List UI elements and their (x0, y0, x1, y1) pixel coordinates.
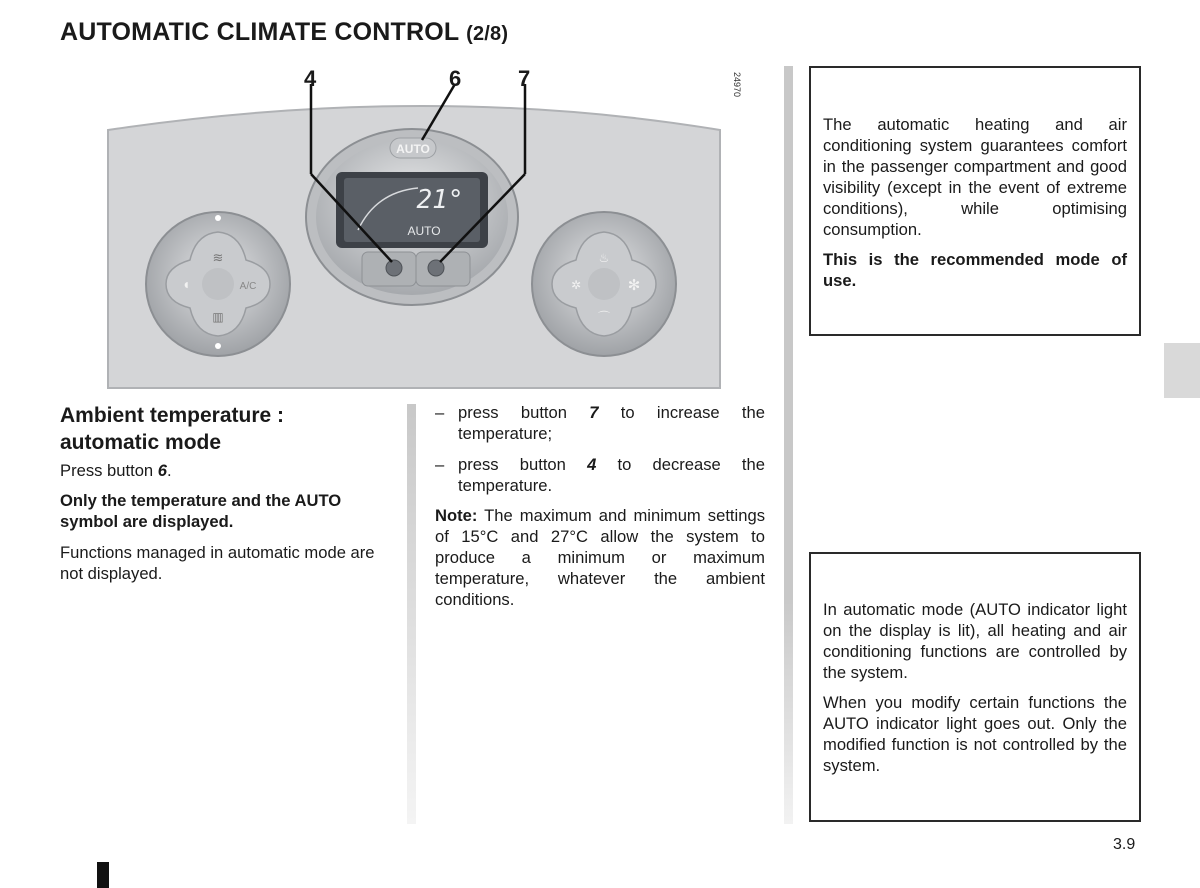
step1-suffix: to increase the temperature; (458, 403, 765, 443)
footwell-icon: ⌒ (597, 310, 611, 324)
callout-6: 6 (449, 66, 462, 91)
press-prefix: Press button (60, 461, 158, 480)
info-box-top (809, 66, 1141, 336)
climate-control-figure (100, 62, 760, 392)
display-auto: AUTO (407, 224, 441, 238)
recirculation-icon: ◖ (181, 276, 191, 292)
air-distribution-icon: ♨ (598, 251, 610, 265)
step1-prefix: press button (458, 403, 590, 422)
note-label: Note: (435, 506, 478, 525)
page-number: 3.9 (1113, 836, 1136, 853)
press-button-instruction (60, 460, 392, 481)
left-control-knob (146, 212, 290, 356)
ac-icon: A/C (239, 281, 257, 292)
corner-mark (97, 862, 109, 888)
press-suffix: . (167, 461, 172, 480)
auto-button-label: AUTO (396, 142, 430, 156)
auto-display-note: Only the temperature and the AUTO symbol are displayed. (60, 491, 342, 531)
section-heading-line1: Ambient temperature : (60, 404, 285, 427)
center-display-unit (306, 129, 518, 305)
press-button-number: 6 (157, 461, 168, 480)
column-divider-right (784, 66, 793, 824)
chapter-tab (1164, 343, 1200, 398)
callout-4: 4 (304, 66, 317, 91)
step-increase (435, 402, 765, 444)
display-temperature: 21° (416, 185, 464, 215)
demist-icon: ≋ (212, 250, 224, 265)
info-box-bottom-para2: When you modify certain functions the AUTO indicator light goes out. Only the modified function is not controlled by the system. (823, 693, 1127, 775)
climate-panel-illustration (100, 62, 760, 392)
page-title-part: (2/8) (466, 23, 509, 45)
info-box-top-text: The automatic heating and air conditioning system guarantees comfort in the passenger compartment and good visibility (except in the event of extreme conditions), while optimising consumption. (823, 115, 1127, 239)
right-control-knob (532, 212, 676, 356)
fan-icon-small: ✲ (570, 278, 582, 292)
step2-button: 4 (587, 455, 597, 474)
step2-suffix: to decrease the temperature. (458, 455, 765, 495)
note-paragraph (435, 505, 765, 610)
section-heading (60, 402, 390, 456)
info-box-top-recommendation: This is the recommended mode of use. (823, 250, 1127, 290)
column-divider-left (407, 404, 416, 824)
step-dash: – (435, 455, 445, 474)
step2-prefix: press button (458, 455, 588, 474)
step-increase-text (458, 402, 765, 444)
fan-icon: ✻ (627, 277, 641, 294)
info-box-bottom (809, 552, 1141, 822)
callout-7: 7 (518, 66, 531, 91)
step1-button: 7 (589, 403, 599, 422)
step-dash: – (435, 403, 445, 422)
page-title-text: AUTOMATIC CLIMATE CONTROL (60, 18, 459, 46)
info-box-bottom-para1: In automatic mode (AUTO indicator light on the display is lit), all heating and air conditioning functions are controlled by the system. (823, 600, 1127, 682)
step-decrease-text (458, 454, 765, 496)
step-decrease (435, 454, 765, 496)
button-4 (386, 260, 402, 276)
rear-demist-icon: ▥ (212, 310, 224, 324)
button-7 (428, 260, 444, 276)
page-title (60, 18, 508, 47)
note-text: The maximum and minimum settings of 15°C and 27°C allow the system to produce a minimum or maximum temperature, whatever the ambient conditions. (435, 506, 765, 609)
functions-not-displayed: Functions managed in automatic mode are not displayed. (60, 543, 375, 583)
section-heading-line2: automatic mode (60, 431, 222, 454)
figure-reference-code: 24970 (732, 72, 742, 98)
